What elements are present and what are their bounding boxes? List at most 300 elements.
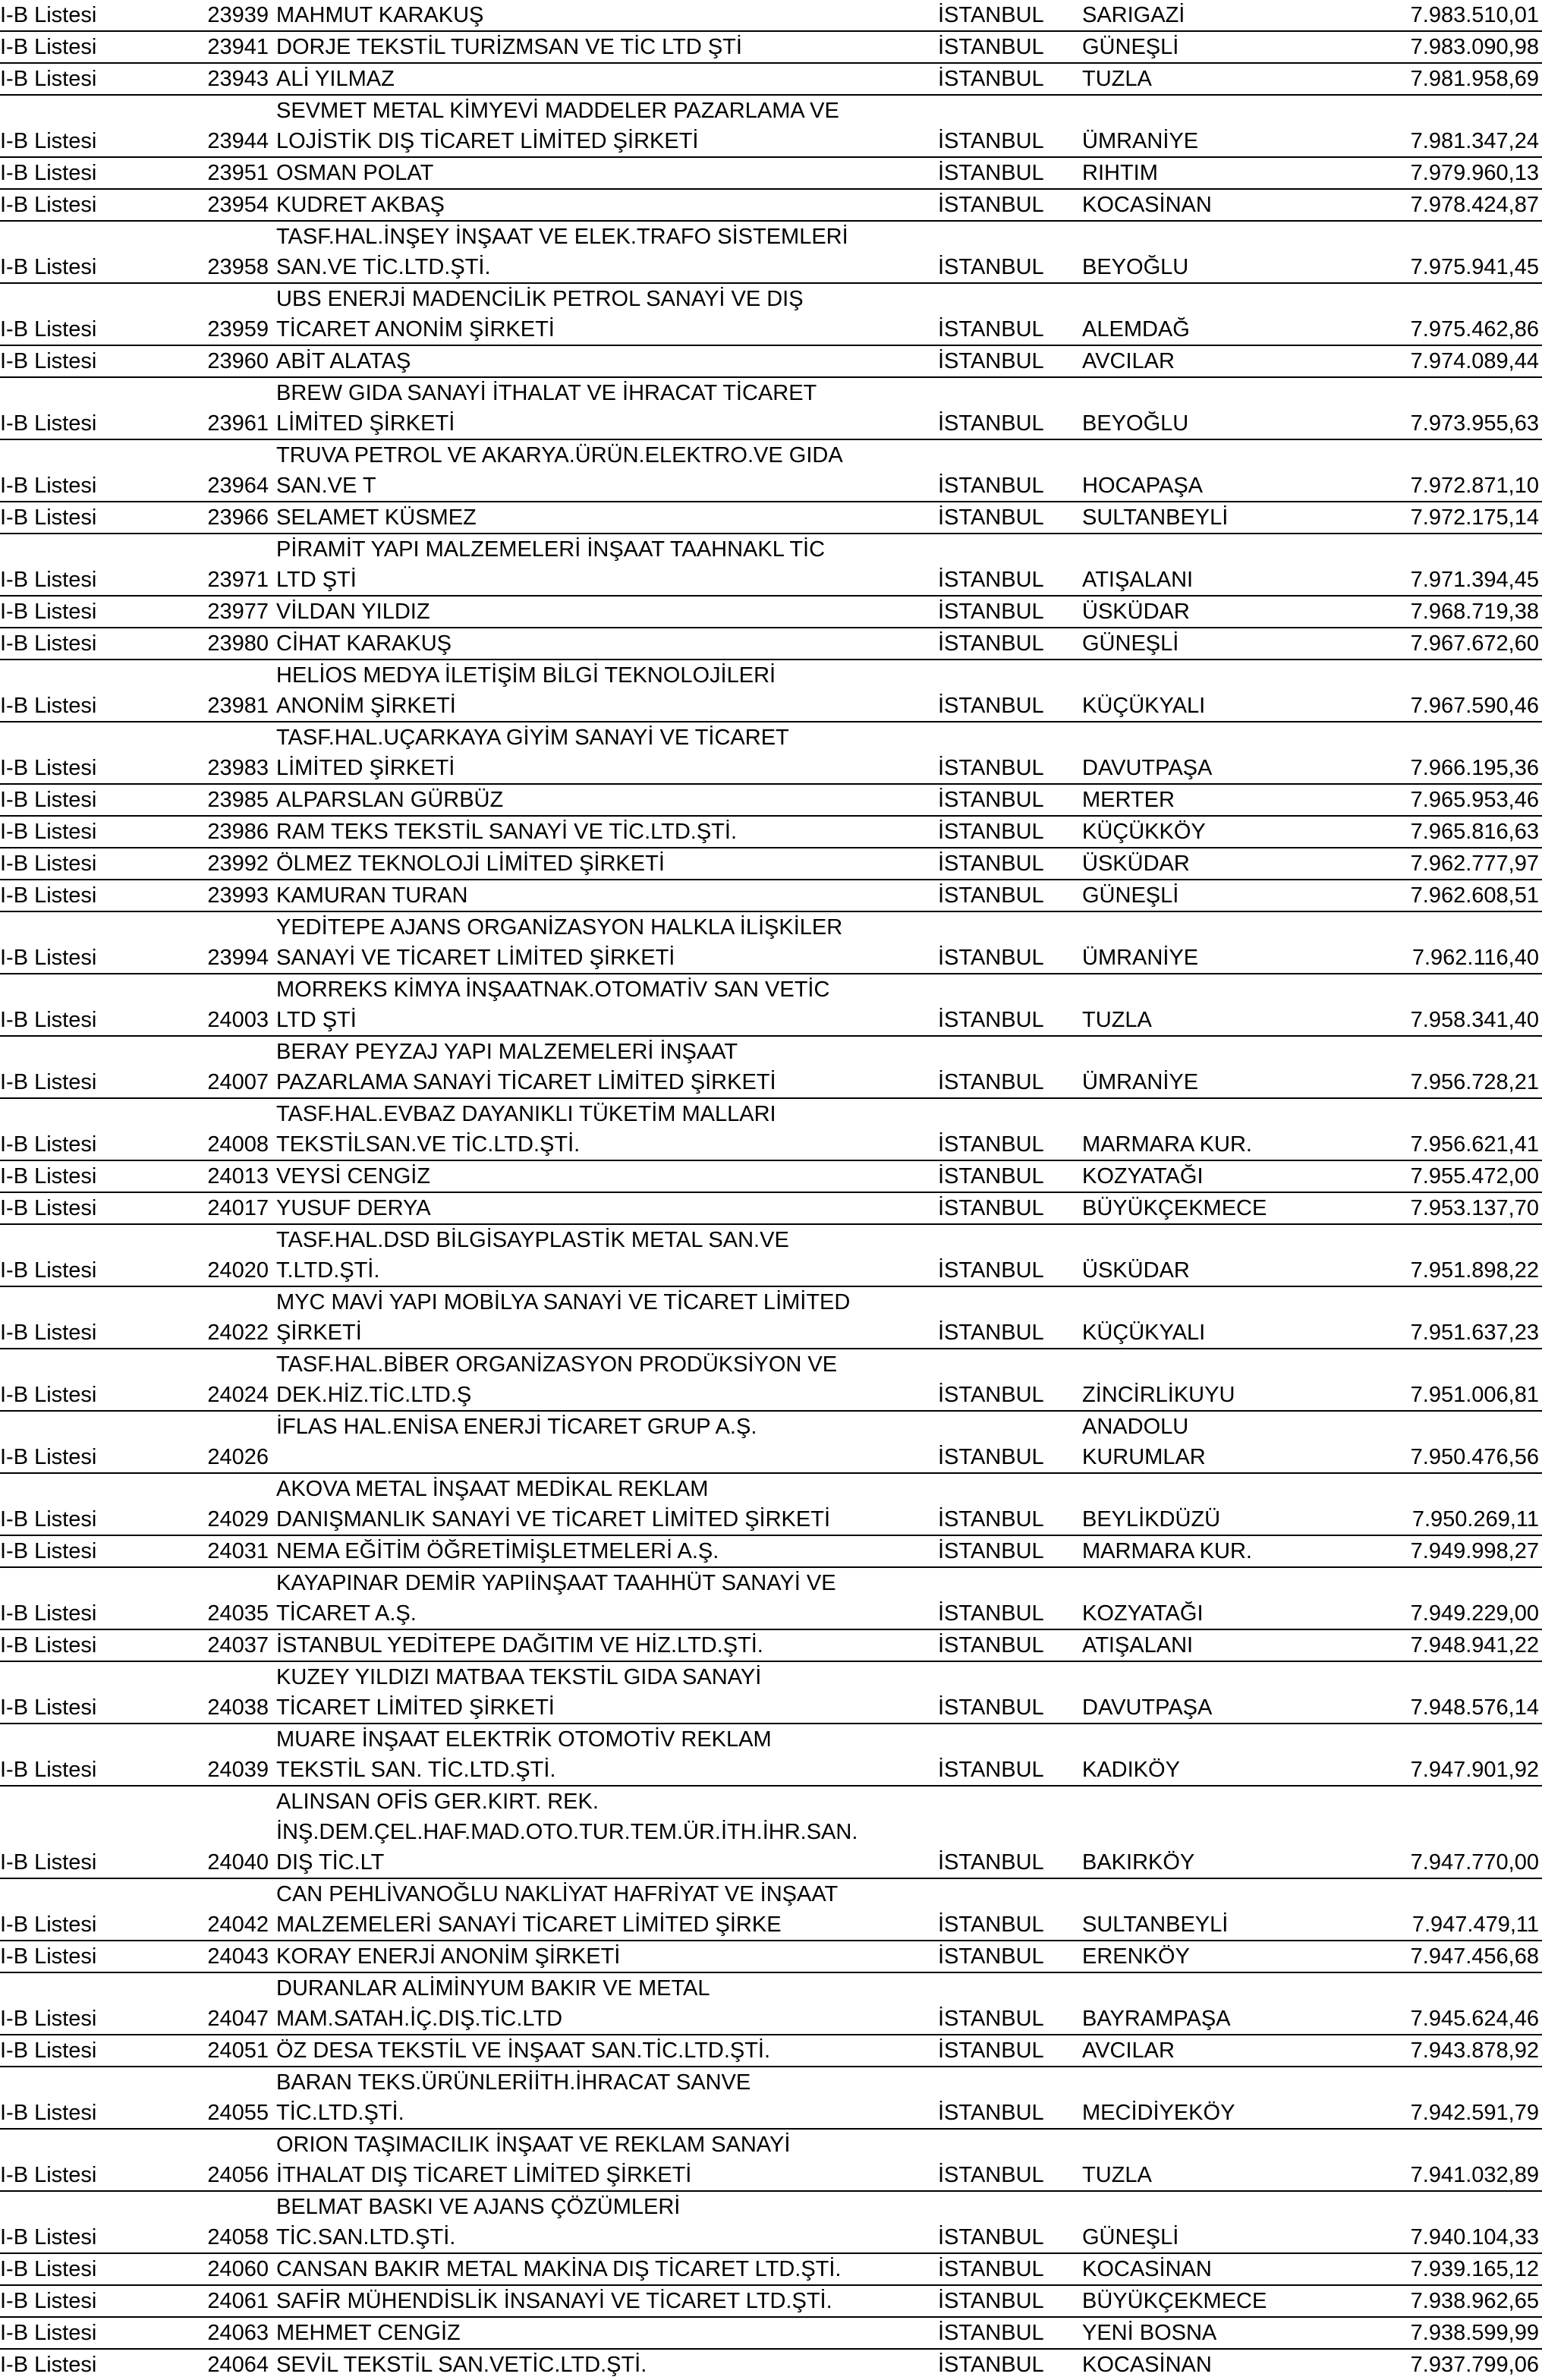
amount-cell [1378, 283, 1542, 314]
city-cell: İSTANBUL [930, 596, 1075, 628]
table-row-wrap [0, 1724, 1542, 1755]
city-cell [930, 1224, 1075, 1255]
district-cell [1075, 722, 1378, 753]
list-type-cell: I-B Listesi [0, 1504, 190, 1535]
district-cell: AVCILAR [1075, 345, 1378, 377]
district-cell: RIHTIM [1075, 157, 1378, 189]
district-cell: GÜNEŞLİ [1075, 31, 1378, 63]
table-row-wrap [0, 1786, 1542, 1817]
record-number-cell [190, 221, 269, 252]
debtor-name-cell: TASF.HAL.EVBAZ DAYANIKLI TÜKETİM MALLARI [276, 1102, 776, 1126]
list-type-cell: I-B Listesi [0, 2253, 190, 2285]
debtor-name-cell: BELMAT BASKI VE AJANS ÇÖZÜMLERİ [276, 2195, 681, 2219]
table-row [0, 471, 1542, 502]
district-cell: MARMARA KUR. [1075, 1535, 1378, 1567]
table-row [0, 1535, 1542, 1567]
table-row [0, 2222, 1542, 2253]
amount-cell [1378, 1098, 1542, 1129]
debtor-name-cell: SAFİR MÜHENDİSLİK İNSANAYİ VE TİCARET LTD.ŞTİ. [269, 2285, 930, 2317]
amount-cell: 7.949.998,27 [1378, 1535, 1542, 1567]
amount-cell: 7.951.898,22 [1378, 1255, 1542, 1286]
table-row [0, 1129, 1542, 1160]
district-cell [1075, 95, 1378, 126]
city-cell: İSTANBUL [930, 628, 1075, 660]
amount-cell: 7.939.165,12 [1378, 2253, 1542, 2285]
amount-cell: 7.938.599,99 [1378, 2317, 1542, 2349]
record-number-cell: 23986 [190, 816, 269, 848]
table-row [0, 596, 1542, 628]
list-type-cell [0, 1786, 190, 1817]
debtor-name-cell: YEDİTEPE AJANS ORGANİZASYON HALKLA İLİŞKİLER [276, 915, 843, 940]
list-type-cell [0, 439, 190, 471]
record-number-cell: 24051 [190, 2035, 269, 2067]
debtor-name-cell: ANONİM ŞİRKETİ [269, 691, 930, 722]
amount-cell [1378, 1567, 1542, 1598]
list-type-cell: I-B Listesi [0, 2317, 190, 2349]
record-number-cell: 24008 [190, 1129, 269, 1160]
record-number-cell: 23977 [190, 596, 269, 628]
district-cell: TUZLA [1075, 1005, 1378, 1036]
district-cell: ÜSKÜDAR [1075, 848, 1378, 880]
amount-cell [1378, 95, 1542, 126]
list-type-cell: I-B Listesi [0, 1629, 190, 1661]
amount-cell [1378, 439, 1542, 471]
city-cell [930, 221, 1075, 252]
debtor-name-cell: SELAMET KÜSMEZ [269, 502, 930, 534]
list-type-cell [0, 283, 190, 314]
amount-cell: 7.956.621,41 [1378, 1129, 1542, 1160]
list-type-cell [0, 1349, 190, 1380]
table-row [0, 1160, 1542, 1192]
record-number-cell: 24061 [190, 2285, 269, 2317]
table-row [0, 1504, 1542, 1535]
list-type-cell: I-B Listesi [0, 1380, 190, 1411]
list-type-cell: I-B Listesi [0, 880, 190, 911]
amount-cell: 7.967.672,60 [1378, 628, 1542, 660]
record-number-cell: 24058 [190, 2222, 269, 2253]
city-cell: İSTANBUL [930, 1192, 1075, 1224]
table-row [0, 816, 1542, 848]
record-number-cell: 23961 [190, 408, 269, 439]
district-cell: BAYRAMPAŞA [1075, 2004, 1378, 2035]
city-cell [930, 283, 1075, 314]
debtor-name-cell: DANIŞMANLIK SANAYİ VE TİCARET LİMİTED ŞİRKETİ [269, 1504, 930, 1535]
list-type-cell: I-B Listesi [0, 1067, 190, 1098]
list-type-cell [0, 1224, 190, 1255]
amount-cell [1378, 1411, 1542, 1442]
debtor-name-cell: CANSAN BAKIR METAL MAKİNA DIŞ TİCARET LTD.ŞTİ. [269, 2253, 930, 2285]
record-number-cell: 24040 [190, 1847, 269, 1878]
debtor-name-cell: MAM.SATAH.İÇ.DIŞ.TİC.LTD [269, 2004, 930, 2035]
district-cell: KOCASİNAN [1082, 2353, 1212, 2377]
list-type-cell [0, 911, 190, 943]
amount-cell [1378, 1224, 1542, 1255]
amount-cell [1378, 534, 1542, 565]
city-cell [930, 1567, 1075, 1598]
table-row [0, 1909, 1542, 1941]
city-cell [930, 2191, 1075, 2222]
debtor-name-cell: TRUVA PETROL VE AKARYA.ÜRÜN.ELEKTRO.VE GIDA [276, 443, 843, 468]
district-cell: DAVUTPAŞA [1075, 1692, 1378, 1724]
list-type-cell [0, 221, 190, 252]
district-cell: BEYOĞLU [1075, 408, 1378, 439]
table-row [0, 2098, 1542, 2129]
record-number-cell [190, 1349, 269, 1380]
table-row-wrap [0, 1286, 1542, 1318]
debtor-name-cell: HELİOS MEDYA İLETİŞİM BİLGİ TEKNOLOJİLERİ [276, 663, 776, 688]
city-cell: İSTANBUL [930, 753, 1075, 784]
district-cell [1075, 1349, 1378, 1380]
record-number-cell: 23941 [190, 31, 269, 63]
table-row [0, 1692, 1542, 1724]
list-type-cell: I-B Listesi [0, 2222, 190, 2253]
district-cell: SARIGAZİ [1075, 0, 1378, 31]
district-cell: ERENKÖY [1075, 1941, 1378, 1972]
record-number-cell: 23939 [190, 0, 269, 31]
debtor-name-cell: MEHMET CENGİZ [269, 2317, 930, 2349]
debtor-name-cell: KUDRET AKBAŞ [269, 189, 930, 221]
list-type-cell [0, 1286, 190, 1318]
record-number-cell: 24020 [190, 1255, 269, 1286]
list-type-cell: I-B Listesi [0, 1909, 190, 1941]
district-cell: MECİDİYEKÖY [1075, 2098, 1378, 2129]
city-cell: İSTANBUL [930, 848, 1075, 880]
district-cell: TUZLA [1075, 2160, 1378, 2191]
list-type-cell [0, 1473, 190, 1504]
city-cell: İSTANBUL [930, 1442, 1075, 1473]
list-type-cell: I-B Listesi [0, 2004, 190, 2035]
list-type-cell: I-B Listesi [0, 345, 190, 377]
amount-cell: 7.962.777,97 [1378, 848, 1542, 880]
debtor-name-cell: KORAY ENERJİ ANONİM ŞİRKETİ [269, 1941, 930, 1972]
list-type-cell: I-B Listesi [0, 1692, 190, 1724]
list-type-cell: I-B Listesi [0, 1129, 190, 1160]
debtor-name-cell: TİCARET LİMİTED ŞİRKETİ [269, 1692, 930, 1724]
amount-cell: 7.972.871,10 [1378, 471, 1542, 502]
table-row [0, 1067, 1542, 1098]
district-cell [1075, 1817, 1378, 1847]
district-cell [1075, 1786, 1378, 1817]
amount-cell: 7.981.347,24 [1378, 126, 1542, 157]
city-cell [930, 1098, 1075, 1129]
record-number-cell: 24056 [190, 2160, 269, 2191]
city-cell: İSTANBUL [930, 2160, 1075, 2191]
city-cell: İSTANBUL [930, 126, 1075, 157]
table-row [0, 63, 1542, 95]
list-type-cell: I-B Listesi [0, 189, 190, 221]
table-row [0, 1005, 1542, 1036]
amount-cell: 7.947.456,68 [1378, 1941, 1542, 1972]
record-number-cell [190, 722, 269, 753]
record-number-cell: 24064 [207, 2353, 269, 2377]
city-cell: İSTANBUL [930, 943, 1075, 974]
record-number-cell: 24039 [190, 1755, 269, 1786]
city-cell [930, 660, 1075, 691]
list-type-cell: I-B Listesi [0, 565, 190, 596]
amount-cell: 7.967.590,46 [1378, 691, 1542, 722]
record-number-cell [190, 1878, 269, 1909]
list-type-cell: I-B Listesi [0, 31, 190, 63]
debtor-name-cell: ÖZ DESA TEKSTİL VE İNŞAAT SAN.TİC.LTD.ŞTİ. [269, 2035, 930, 2067]
list-type-cell: I-B Listesi [0, 126, 190, 157]
city-cell [930, 95, 1075, 126]
district-cell: SULTANBEYLİ [1075, 502, 1378, 534]
record-number-cell: 24017 [190, 1192, 269, 1224]
debtor-name-cell: KAMURAN TURAN [269, 880, 930, 911]
table-row [0, 943, 1542, 974]
table-row-wrap [0, 2191, 1542, 2222]
table-row-wrap [0, 377, 1542, 408]
record-number-cell [190, 439, 269, 471]
table-row-wrap [0, 283, 1542, 314]
amount-cell [1378, 1786, 1542, 1817]
debtor-name-cell: CİHAT KARAKUŞ [269, 628, 930, 660]
table-row [0, 880, 1542, 911]
city-cell [930, 974, 1075, 1005]
district-cell [1075, 1473, 1378, 1504]
list-type-cell [0, 1817, 190, 1847]
table-row [0, 1629, 1542, 1661]
amount-cell: 7.938.962,65 [1378, 2285, 1542, 2317]
record-number-cell: 23981 [190, 691, 269, 722]
district-cell: HOCAPAŞA [1075, 471, 1378, 502]
list-type-cell: I-B Listesi [0, 628, 190, 660]
table-row-wrap [0, 1349, 1542, 1380]
table-row-wrap [0, 1817, 1542, 1847]
debtor-name-cell: DEK.HİZ.TİC.LTD.Ş [269, 1380, 930, 1411]
record-number-cell: 24043 [190, 1941, 269, 1972]
district-cell: ÜMRANİYE [1075, 126, 1378, 157]
list-type-cell [0, 2067, 190, 2098]
amount-cell: 7.947.901,92 [1378, 1755, 1542, 1786]
list-type-cell: I-B Listesi [0, 1255, 190, 1286]
amount-cell: 7.955.472,00 [1378, 1160, 1542, 1192]
amount-cell: 7.947.770,00 [1378, 1847, 1542, 1878]
debtor-name-cell: İNŞ.DEM.ÇEL.HAF.MAD.OTO.TUR.TEM.ÜR.İTH.İHR.SAN. [276, 1820, 858, 1844]
table-row [0, 753, 1542, 784]
table-row [0, 1255, 1542, 1286]
amount-cell [1378, 2191, 1542, 2222]
debtor-name-cell: AKOVA METAL İNŞAAT MEDİKAL REKLAM [276, 1477, 709, 1501]
record-number-cell [190, 1286, 269, 1318]
list-type-cell: I-B Listesi [0, 1192, 190, 1224]
record-number-cell [190, 1036, 269, 1067]
table-row [0, 565, 1542, 596]
table-row [0, 628, 1542, 660]
city-cell: İSTANBUL [930, 2035, 1075, 2067]
table-row-wrap [0, 534, 1542, 565]
debtor-name-cell: VİLDAN YILDIZ [269, 596, 930, 628]
debtor-name-cell: SAN.VE TİC.LTD.ŞTİ. [269, 252, 930, 283]
amount-cell [1378, 1661, 1542, 1692]
list-type-cell [0, 1098, 190, 1129]
list-type-cell: I-B Listesi [0, 596, 190, 628]
record-number-cell: 23992 [190, 848, 269, 880]
district-cell: BAKIRKÖY [1075, 1847, 1378, 1878]
district-cell: KOZYATAĞI [1075, 1598, 1378, 1629]
amount-cell: 7.981.958,69 [1378, 63, 1542, 95]
record-number-cell: 24047 [190, 2004, 269, 2035]
table-row [0, 345, 1542, 377]
table-row-wrap [0, 660, 1542, 691]
record-number-cell [190, 283, 269, 314]
city-cell: İSTANBUL [930, 691, 1075, 722]
list-type-cell: I-B Listesi [0, 1442, 190, 1473]
record-number-cell [190, 911, 269, 943]
list-type-cell: I-B Listesi [0, 2353, 97, 2377]
city-cell: İSTANBUL [930, 2253, 1075, 2285]
amount-cell [1378, 1972, 1542, 2004]
table-row-wrap [0, 1098, 1542, 1129]
table-row [0, 408, 1542, 439]
district-cell: GÜNEŞLİ [1075, 628, 1378, 660]
amount-cell: 7.966.195,36 [1378, 753, 1542, 784]
table-row [0, 1318, 1542, 1349]
district-cell [1075, 439, 1378, 471]
debtor-name-cell: ALPARSLAN GÜRBÜZ [269, 784, 930, 816]
district-cell: DAVUTPAŞA [1075, 753, 1378, 784]
amount-cell: 7.950.476,56 [1378, 1442, 1542, 1473]
record-number-cell: 24042 [190, 1909, 269, 1941]
list-type-cell: I-B Listesi [0, 1847, 190, 1878]
amount-cell [1378, 722, 1542, 753]
district-cell [1075, 974, 1378, 1005]
list-type-cell: I-B Listesi [0, 157, 190, 189]
record-number-cell: 23951 [190, 157, 269, 189]
district-cell: KÜÇÜKKÖY [1075, 816, 1378, 848]
table-row-wrap [0, 439, 1542, 471]
district-cell: ÜMRANİYE [1075, 1067, 1378, 1098]
district-cell [1075, 377, 1378, 408]
city-cell: İSTANBUL [930, 252, 1075, 283]
district-cell [1075, 660, 1378, 691]
city-cell [930, 1972, 1075, 2004]
amount-cell [1378, 660, 1542, 691]
city-cell: İSTANBUL [930, 1005, 1075, 1036]
table-row-wrap [0, 2067, 1542, 2098]
district-cell [1075, 2129, 1378, 2160]
district-cell: KOCASİNAN [1075, 189, 1378, 221]
amount-cell: 7.951.637,23 [1378, 1318, 1542, 1349]
list-type-cell: I-B Listesi [0, 943, 190, 974]
debtor-name-cell: MAHMUT KARAKUŞ [269, 0, 930, 31]
record-number-cell: 24003 [190, 1005, 269, 1036]
debtor-name-cell: PİRAMİT YAPI MALZEMELERİ İNŞAAT TAAHNAKL TİC [276, 537, 826, 562]
debtor-name-cell: İSTANBUL YEDİTEPE DAĞITIM VE HİZ.LTD.ŞTİ. [269, 1629, 930, 1661]
list-type-cell [0, 534, 190, 565]
debtor-name-cell: RAM TEKS TEKSTİL SANAYİ VE TİC.LTD.ŞTİ. [269, 816, 930, 848]
debtor-name-cell: PAZARLAMA SANAYİ TİCARET LİMİTED ŞİRKETİ [269, 1067, 930, 1098]
district-cell: KOCASİNAN [1075, 2253, 1378, 2285]
city-cell: İSTANBUL [930, 1755, 1075, 1786]
amount-cell: 7.962.608,51 [1378, 880, 1542, 911]
amount-cell [1378, 221, 1542, 252]
city-cell [930, 2067, 1075, 2098]
amount-cell: 7.983.510,01 [1378, 0, 1542, 31]
debtor-name-cell: ALINSAN OFİS GER.KIRT. REK. [276, 1790, 599, 1814]
district-cell [1075, 1567, 1378, 1598]
district-cell: KURUMLAR [1075, 1442, 1378, 1473]
record-number-cell [190, 534, 269, 565]
table-row [0, 2285, 1542, 2317]
list-type-cell [0, 1411, 190, 1442]
list-type-cell: I-B Listesi [0, 1160, 190, 1192]
city-cell [930, 1349, 1075, 1380]
debtor-name-cell: SEVMET METAL KİMYEVİ MADDELER PAZARLAMA VE [276, 99, 839, 123]
district-cell [1075, 1286, 1378, 1318]
table-row [0, 31, 1542, 63]
record-number-cell [190, 1098, 269, 1129]
list-type-cell [0, 1567, 190, 1598]
city-cell [930, 534, 1075, 565]
record-number-cell [190, 1972, 269, 2004]
record-number-cell: 24060 [190, 2253, 269, 2285]
city-cell: İSTANBUL [930, 0, 1075, 31]
debtor-name-cell: TASF.HAL.DSD BİLGİSAYPLASTİK METAL SAN.VE [276, 1228, 789, 1252]
city-cell: İSTANBUL [930, 2317, 1075, 2349]
list-type-cell: I-B Listesi [0, 816, 190, 848]
table-row [0, 2253, 1542, 2285]
list-type-cell [0, 722, 190, 753]
city-cell: İSTANBUL [930, 1129, 1075, 1160]
list-type-cell [0, 1972, 190, 2004]
debtor-name-cell: BARAN TEKS.ÜRÜNLERİİTH.İHRACAT SANVE [276, 2070, 751, 2095]
debtor-name-cell: LOJİSTİK DIŞ TİCARET LİMİTED ŞİRKETİ [269, 126, 930, 157]
table-row [0, 189, 1542, 221]
list-type-cell: I-B Listesi [0, 1941, 190, 1972]
city-cell: İSTANBUL [930, 816, 1075, 848]
district-cell: KÜÇÜKYALI [1075, 691, 1378, 722]
record-number-cell: 23993 [190, 880, 269, 911]
record-number-cell: 24024 [190, 1380, 269, 1411]
list-type-cell: I-B Listesi [0, 1598, 190, 1629]
list-type-cell: I-B Listesi [0, 314, 190, 345]
record-number-cell: 24035 [190, 1598, 269, 1629]
amount-cell: 7.974.089,44 [1378, 345, 1542, 377]
city-cell: İSTANBUL [938, 2353, 1044, 2377]
list-type-cell [0, 1036, 190, 1067]
table-row [0, 1380, 1542, 1411]
table-row [0, 2035, 1542, 2067]
record-number-cell [190, 974, 269, 1005]
district-cell: ATIŞALANI [1075, 565, 1378, 596]
debtor-name-cell: TASF.HAL.İNŞEY İNŞAAT VE ELEK.TRAFO SİSTEMLERİ [276, 225, 848, 249]
record-number-cell: 23943 [190, 63, 269, 95]
city-cell: İSTANBUL [930, 1847, 1075, 1878]
amount-cell: 7.978.424,87 [1378, 189, 1542, 221]
table-row-wrap [0, 1878, 1542, 1909]
city-cell [930, 1661, 1075, 1692]
district-cell: MERTER [1075, 784, 1378, 816]
district-cell [1075, 1036, 1378, 1067]
record-number-cell: 23958 [190, 252, 269, 283]
list-type-cell [0, 1724, 190, 1755]
list-type-cell: I-B Listesi [0, 2098, 190, 2129]
amount-cell: 7.953.137,70 [1378, 1192, 1542, 1224]
record-number-cell [190, 377, 269, 408]
debtor-name-cell: KUZEY YILDIZI MATBAA TEKSTİL GIDA SANAYİ [276, 1665, 762, 1689]
amount-cell [1378, 2129, 1542, 2160]
amount-cell: 7.975.462,86 [1378, 314, 1542, 345]
debtor-name-cell: TİC.SAN.LTD.ŞTİ. [269, 2222, 930, 2253]
table-row [0, 1598, 1542, 1629]
district-cell: KÜÇÜKYALI [1075, 1318, 1378, 1349]
debtor-name-cell: T.LTD.ŞTİ. [269, 1255, 930, 1286]
city-cell: İSTANBUL [930, 1255, 1075, 1286]
record-number-cell [190, 660, 269, 691]
list-type-cell: I-B Listesi [0, 1755, 190, 1786]
record-number-cell: 23944 [190, 126, 269, 157]
